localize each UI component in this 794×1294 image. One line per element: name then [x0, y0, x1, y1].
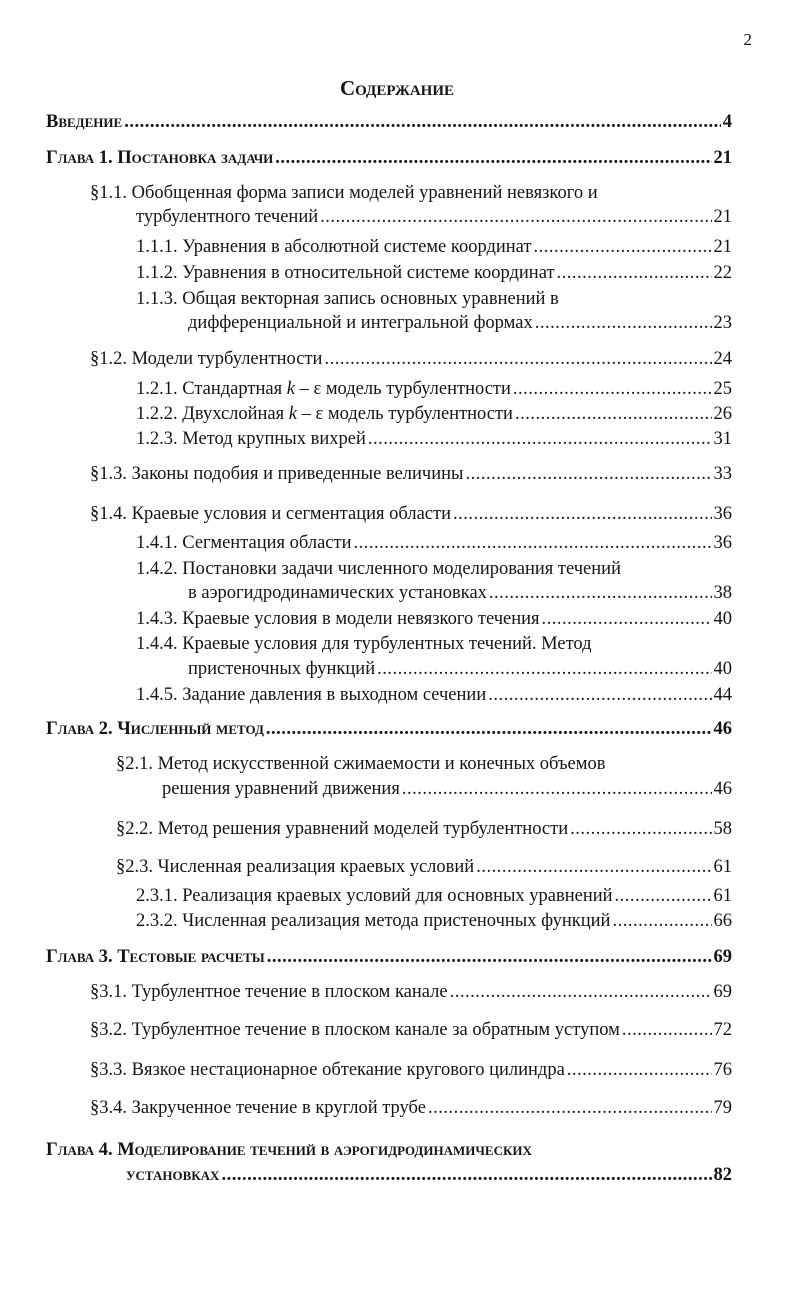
- toc-entry-section[interactable]: [116, 752, 732, 776]
- toc-label: Постановки задачи численного моделирования течений: [182, 559, 621, 579]
- toc-label: Метод крупных вихрей: [182, 429, 366, 449]
- toc-page: 36: [713, 533, 732, 553]
- toc-entry-section[interactable]: [90, 980, 732, 1004]
- toc-entry-subsection[interactable]: [136, 557, 732, 581]
- dot-leader: [377, 657, 711, 681]
- toc-number: 1.4.4.: [136, 634, 178, 654]
- toc-label-rest: – ε модель турбулентности: [294, 379, 511, 399]
- toc-entry-chapter-3[interactable]: [46, 945, 732, 969]
- dot-leader: [542, 607, 712, 631]
- toc-label: Стандартная: [182, 379, 283, 399]
- dot-leader: [557, 261, 712, 285]
- toc-label: Закрученное течение в круглой трубе: [131, 1098, 426, 1118]
- dot-leader: [488, 683, 711, 707]
- toc-number: §1.1.: [90, 183, 127, 203]
- toc-label: дифференциальной и интегральной формах: [188, 313, 533, 333]
- toc-label: Краевые условия для турбулентных течений. Метод: [182, 634, 592, 654]
- toc-entry-section[interactable]: [116, 817, 732, 841]
- toc-label: Глава 2. Численный метод: [46, 719, 264, 739]
- dot-leader: [476, 855, 711, 879]
- dot-leader: [368, 427, 712, 451]
- toc-label: Глава 1. Постановка задачи: [46, 148, 274, 168]
- toc-label: Метод решения уравнений моделей турбулентности: [157, 819, 569, 839]
- toc-page: 66: [713, 911, 732, 931]
- toc-page: 21: [713, 207, 732, 227]
- toc-entry-section[interactable]: [90, 1096, 732, 1120]
- dot-leader: [402, 777, 712, 801]
- toc-entry-subsection[interactable]: [136, 909, 732, 933]
- toc-label: Метод искусственной сжимаемости и конечных объемов: [157, 754, 606, 774]
- toc-number: 1.1.1.: [136, 237, 178, 257]
- toc-page: 40: [713, 609, 732, 629]
- toc-label: Глава 4. Моделирование течений в аэрогидродинамических: [46, 1140, 532, 1160]
- dot-leader: [570, 817, 711, 841]
- toc-number: §1.4.: [90, 504, 127, 524]
- toc-label: установках: [126, 1165, 220, 1185]
- toc-label: Уравнения в абсолютной системе координат: [182, 237, 532, 257]
- dot-leader: [221, 1163, 711, 1187]
- dot-leader: [266, 717, 712, 741]
- toc-page: 76: [713, 1060, 732, 1080]
- dot-leader: [450, 980, 712, 1004]
- dot-leader: [615, 884, 712, 908]
- toc-entry-subsection[interactable]: [136, 884, 732, 908]
- toc-page: 69: [713, 982, 732, 1002]
- dot-leader: [535, 311, 712, 335]
- toc-entry-introduction[interactable]: [46, 110, 732, 134]
- dot-leader: [513, 377, 712, 401]
- toc-entry-section[interactable]: [90, 1058, 732, 1082]
- toc-page: 61: [713, 857, 732, 877]
- dot-leader: [124, 110, 721, 134]
- toc-number: §2.2.: [116, 819, 153, 839]
- toc-label: Введение: [46, 112, 123, 132]
- toc-page: 25: [713, 379, 732, 399]
- toc-page: 38: [713, 583, 732, 603]
- toc-number: §2.3.: [116, 857, 153, 877]
- dot-leader: [267, 945, 712, 969]
- toc-entry-subsection[interactable]: [136, 427, 732, 451]
- toc-label: Краевые условия и сегментация области: [131, 504, 451, 524]
- toc-number: §1.3.: [90, 464, 127, 484]
- toc-entry-subsection[interactable]: [136, 287, 732, 311]
- toc-entry-chapter-4[interactable]: [46, 1138, 732, 1162]
- toc-number: §3.1.: [90, 982, 127, 1002]
- toc-number: §3.3.: [90, 1060, 127, 1080]
- toc-label: Турбулентное течение в плоском канале за обратным уступом: [131, 1020, 620, 1040]
- toc-entry-subsection-cont[interactable]: [188, 581, 732, 605]
- toc-label: Сегментация области: [182, 533, 352, 553]
- toc-page: 31: [713, 429, 732, 449]
- toc-label: решения уравнений движения: [162, 779, 400, 799]
- toc-number: 2.3.2.: [136, 911, 178, 931]
- toc-entry-chapter-4-cont[interactable]: [126, 1163, 732, 1187]
- toc-number: 1.1.2.: [136, 263, 178, 283]
- math-k: k: [288, 404, 297, 424]
- toc-page: 82: [713, 1165, 732, 1185]
- toc-page: 21: [713, 148, 732, 168]
- toc-entry-subsection[interactable]: [136, 402, 732, 426]
- toc-label: Турбулентное течение в плоском канале: [131, 982, 448, 1002]
- page-number: 2: [743, 30, 752, 49]
- toc-page: 26: [713, 404, 732, 424]
- toc-page: 44: [713, 685, 732, 705]
- toc-number: 1.2.1.: [136, 379, 178, 399]
- toc-page: 36: [713, 504, 732, 524]
- toc-page: 46: [713, 779, 732, 799]
- dot-leader: [622, 1018, 712, 1042]
- toc-entry-section[interactable]: [90, 181, 732, 205]
- toc-page: 4: [722, 112, 732, 132]
- toc-entry-chapter-1[interactable]: [46, 146, 732, 170]
- toc-label: Обобщенная форма записи моделей уравнений невязкого и: [131, 183, 598, 203]
- math-k: k: [286, 379, 295, 399]
- toc-entry-section[interactable]: [90, 347, 732, 371]
- dot-leader: [324, 347, 711, 371]
- toc-entry-subsection[interactable]: [136, 632, 732, 656]
- toc-label: Реализация краевых условий для основных уравнений: [182, 886, 613, 906]
- toc-entry-section-cont[interactable]: [136, 205, 732, 229]
- toc-label: Двухслойная: [182, 404, 285, 424]
- toc-page: 72: [713, 1020, 732, 1040]
- toc-label: Краевые условия в модели невязкого течения: [182, 609, 540, 629]
- toc-entry-subsection[interactable]: [136, 235, 732, 259]
- toc-label: в аэрогидродинамических установках: [188, 583, 487, 603]
- toc-label: Численная реализация краевых условий: [157, 857, 475, 877]
- toc-entry-subsection-cont[interactable]: [188, 657, 732, 681]
- dot-leader: [453, 502, 712, 526]
- toc-page: 46: [713, 719, 732, 739]
- toc-label: Численная реализация метода пристеночных функций: [182, 911, 611, 931]
- toc-number: 1.4.1.: [136, 533, 178, 553]
- toc-label: Общая векторная запись основных уравнений в: [182, 289, 559, 309]
- dot-leader: [275, 146, 711, 170]
- toc-entry-subsection[interactable]: [136, 683, 732, 707]
- toc-entry-subsection[interactable]: [136, 607, 732, 631]
- toc-number: §1.2.: [90, 349, 127, 369]
- toc-label: Вязкое нестационарное обтекание кругового цилиндра: [131, 1060, 565, 1080]
- toc-label: Уравнения в относительной системе координат: [182, 263, 555, 283]
- dot-leader: [320, 205, 711, 229]
- toc-number: 2.3.1.: [136, 886, 178, 906]
- toc-label: Законы подобия и приведенные величины: [131, 464, 464, 484]
- toc-label: Задание давления в выходном сечении: [182, 685, 487, 705]
- toc-number: 1.4.3.: [136, 609, 178, 629]
- toc-page: 58: [713, 819, 732, 839]
- toc-page: 24: [713, 349, 732, 369]
- toc-entry-section[interactable]: [90, 1018, 732, 1042]
- toc-entry-subsection[interactable]: [136, 377, 732, 401]
- dot-leader: [428, 1096, 712, 1120]
- toc-number: 1.1.3.: [136, 289, 178, 309]
- toc-number: §3.2.: [90, 1020, 127, 1040]
- toc-entry-chapter-2[interactable]: [46, 717, 732, 741]
- toc-page: 40: [713, 659, 732, 679]
- toc-label: Модели турбулентности: [131, 349, 323, 369]
- dot-leader: [567, 1058, 712, 1082]
- toc-page: 22: [713, 263, 732, 283]
- toc-entry-section[interactable]: [116, 855, 732, 879]
- dot-leader: [489, 581, 712, 605]
- toc-page: 79: [713, 1098, 732, 1118]
- toc-page: 33: [713, 464, 732, 484]
- toc-number: 1.4.2.: [136, 559, 178, 579]
- toc-page: 61: [713, 886, 732, 906]
- toc-number: 1.2.3.: [136, 429, 178, 449]
- toc-page: 23: [713, 313, 732, 333]
- toc-number: §2.1.: [116, 754, 153, 774]
- toc-page: 69: [713, 947, 732, 967]
- toc-number: §3.4.: [90, 1098, 127, 1118]
- toc-number: 1.2.2.: [136, 404, 178, 424]
- toc-entry-section[interactable]: [90, 502, 732, 526]
- page-title: Содержание: [339, 76, 455, 100]
- toc-entry-subsection-cont[interactable]: [188, 311, 732, 335]
- toc-label: пристеночных функций: [188, 659, 376, 679]
- toc-entry-section-cont[interactable]: [162, 777, 732, 801]
- dot-leader: [533, 235, 711, 259]
- dot-leader: [515, 402, 712, 426]
- toc-label-rest: – ε модель турбулентности: [297, 404, 513, 424]
- toc-number: 1.4.5.: [136, 685, 178, 705]
- toc-page: 21: [713, 237, 732, 257]
- dot-leader: [354, 531, 712, 555]
- toc-label: турбулентного течений: [136, 207, 319, 227]
- dot-leader: [465, 462, 711, 486]
- toc-entry-subsection[interactable]: [136, 261, 732, 285]
- dot-leader: [612, 909, 711, 933]
- toc-entry-section[interactable]: [90, 462, 732, 486]
- toc-entry-subsection[interactable]: [136, 531, 732, 555]
- toc-label: Глава 3. Тестовые расчеты: [46, 947, 265, 967]
